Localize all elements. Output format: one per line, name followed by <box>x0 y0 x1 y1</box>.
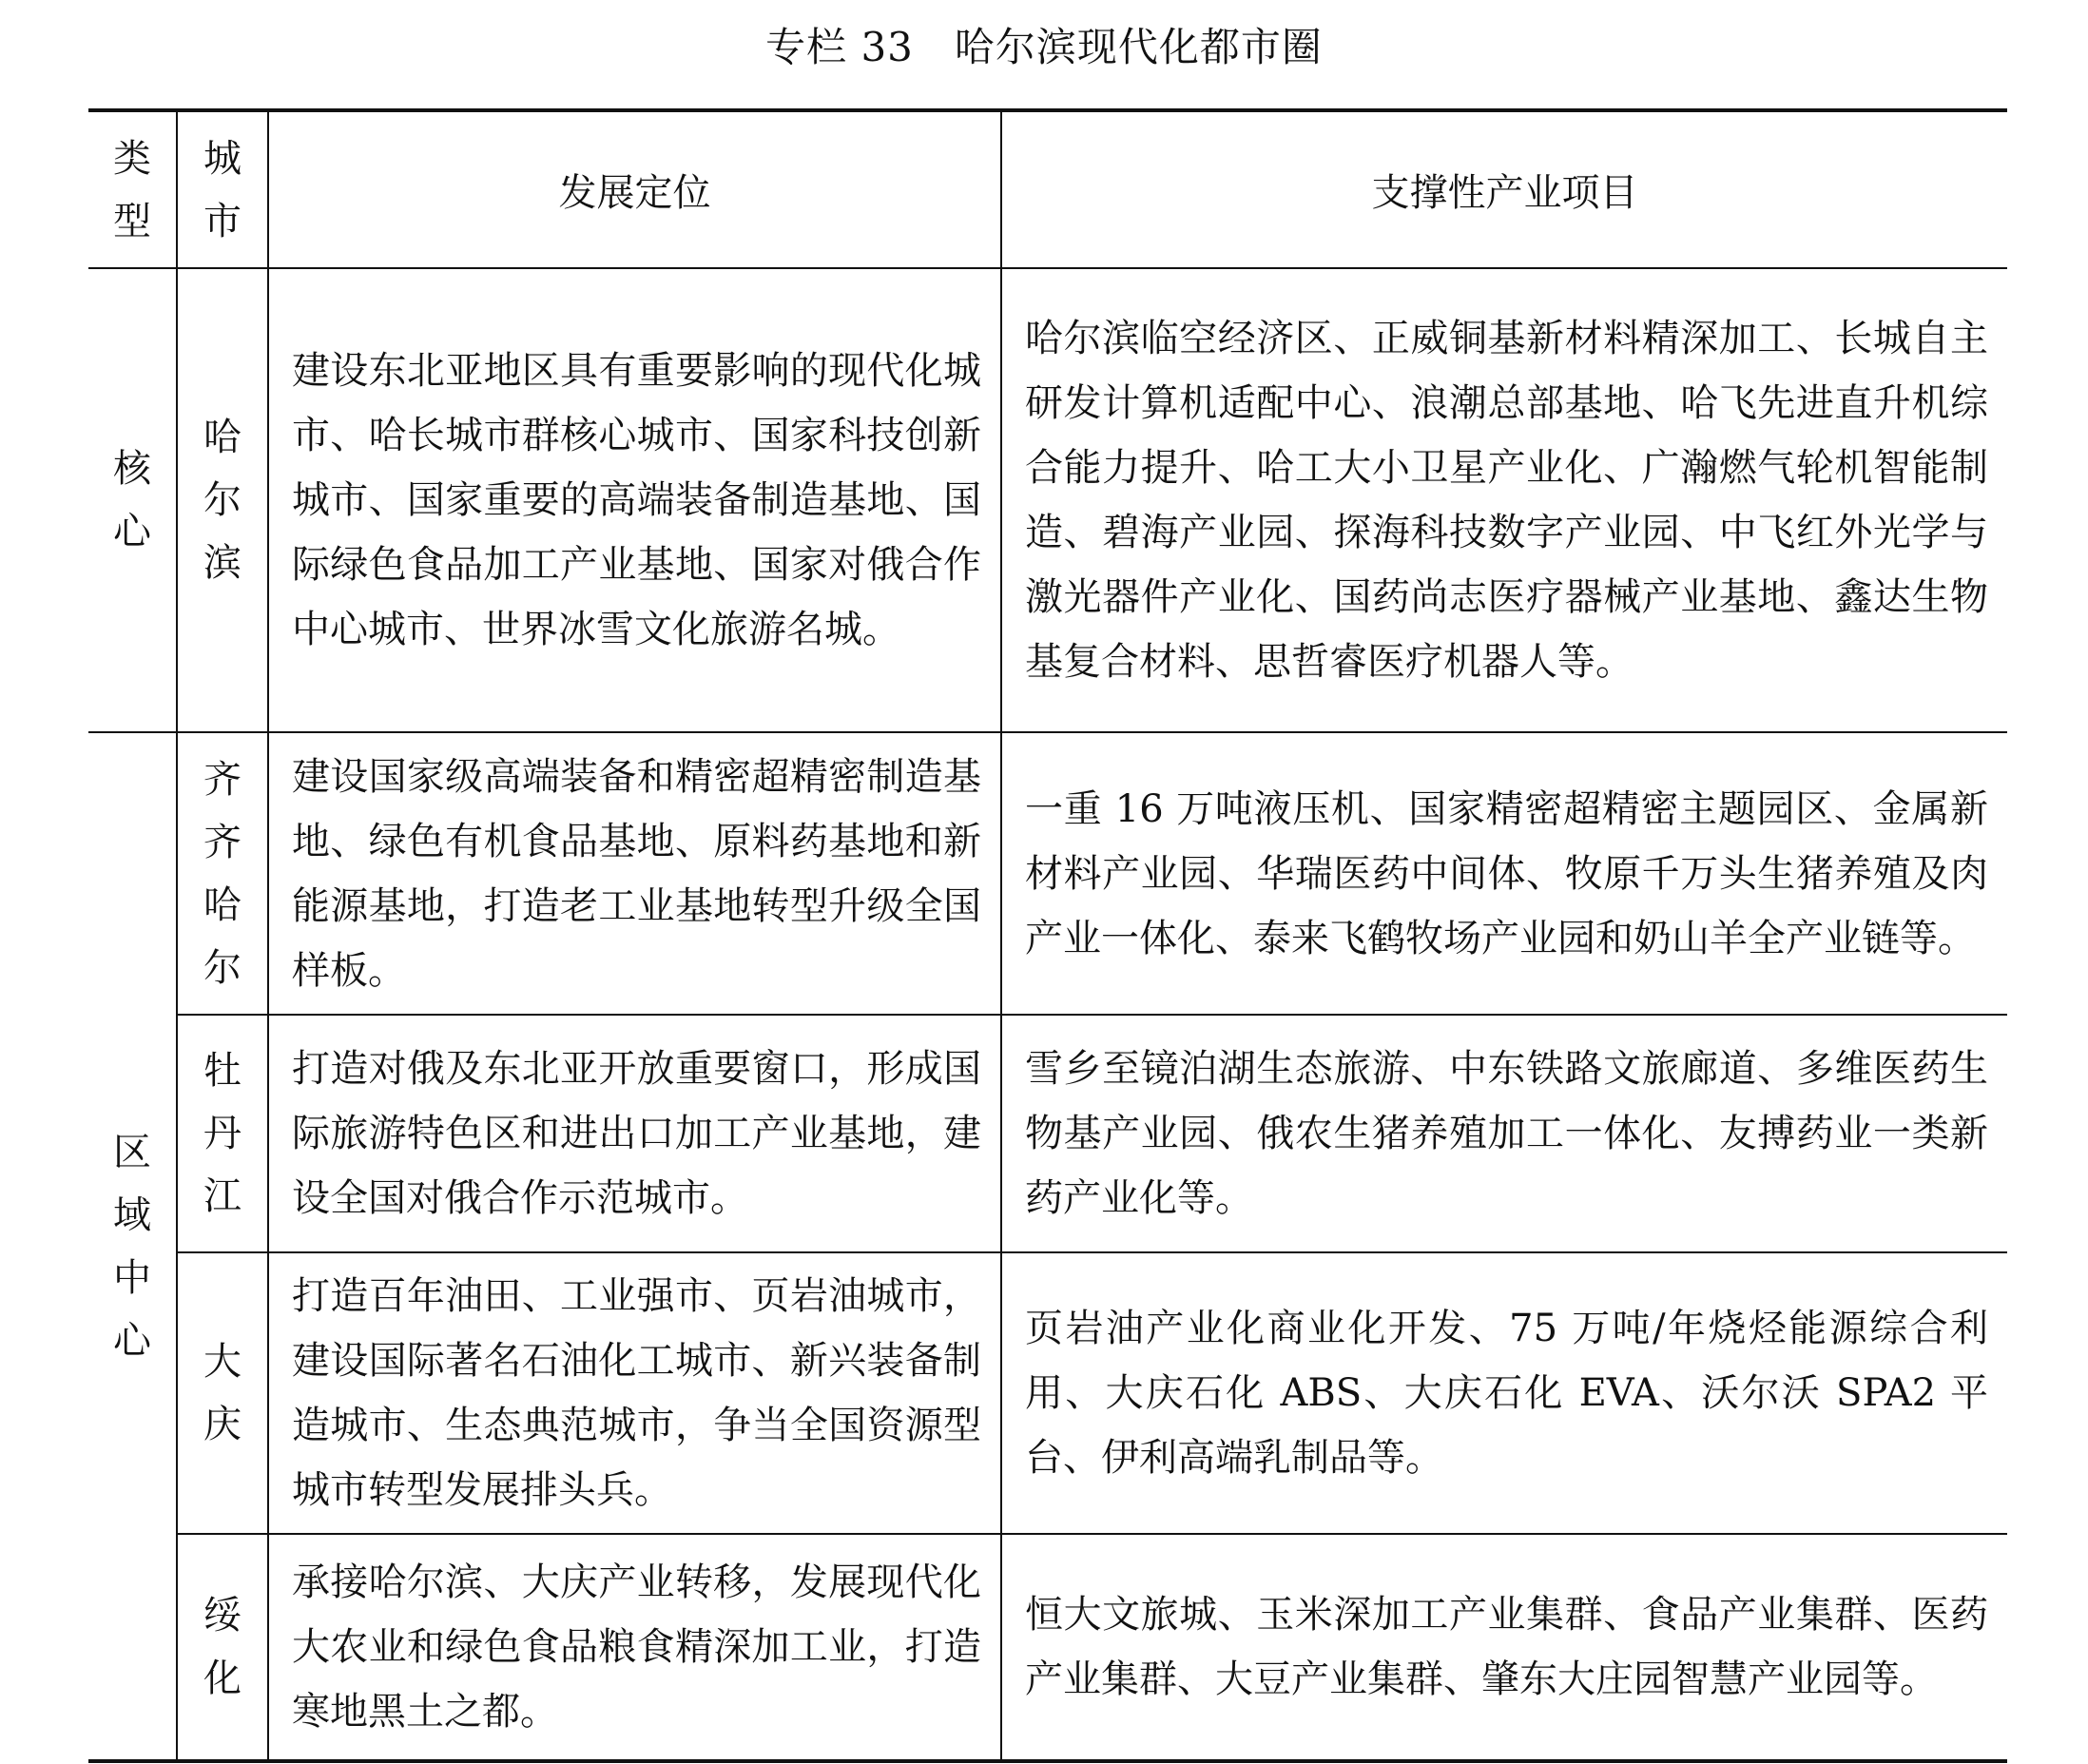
table-row <box>88 1534 2007 1761</box>
header-type: 类 型 <box>88 110 177 268</box>
positioning-cell-harbin: 建设东北亚地区具有重要影响的现代化城市、哈长城市群核心城市、国家科技创新城市、国家重要的高端装备制造基地、国际绿色食品加工产业基地、国家对俄合作中心城市、世界冰雪文化旅游名城。 <box>268 268 1001 732</box>
header-city: 城 市 <box>177 110 268 268</box>
projects-cell-harbin: 哈尔滨临空经济区、正威铜基新材料精深加工、长城自主研发计算机适配中心、浪潮总部基地、哈飞先进直升机综合能力提升、哈工大小卫星产业化、广瀚燃气轮机智能制造、碧海产业园、探海科技数字产业园、中飞红外光学与激光器件产业化、国药尚志医疗器械产业基地、鑫达生物基复合材料、思哲睿医疗机器人等。 <box>1001 268 2007 732</box>
page-title: 专栏 33 哈尔滨现代化都市圈 <box>765 24 1323 70</box>
header-positioning: 发展定位 <box>268 110 1001 268</box>
table-row <box>88 1252 2007 1534</box>
metro-area-table <box>88 108 2007 1763</box>
projects-cell-qiqihar: 一重 16 万吨液压机、国家精密超精密主题园区、金属新材料产业园、华瑞医药中间体、牧原千万头生猪养殖及肉产业一体化、泰来飞鹤牧场产业园和奶山羊全产业链等。 <box>1001 732 2007 1015</box>
city-cell-qiqihar: 齐 齐 哈 尔 <box>177 732 268 1015</box>
city-cell-suihua: 绥 化 <box>177 1534 268 1761</box>
positioning-cell-suihua: 承接哈尔滨、大庆产业转移，发展现代化大农业和绿色食品粮食精深加工业，打造寒地黑土之都。 <box>268 1534 1001 1761</box>
type-cell-regional-center: 区 域 中 心 <box>88 732 177 1761</box>
projects-cell-daqing: 页岩油产业化商业化开发、75 万吨/年烧烃能源综合利用、大庆石化 ABS、大庆石化 EVA、沃尔沃 SPA2 平台、伊利高端乳制品等。 <box>1001 1252 2007 1534</box>
type-cell-core: 核 心 <box>88 268 177 732</box>
table-header-row <box>88 110 2007 268</box>
projects-cell-suihua: 恒大文旅城、玉米深加工产业集群、食品产业集群、医药产业集群、大豆产业集群、肇东大庄园智慧产业园等。 <box>1001 1534 2007 1761</box>
table-row <box>88 268 2007 732</box>
city-cell-harbin: 哈 尔 滨 <box>177 268 268 732</box>
projects-cell-mudanjiang: 雪乡至镜泊湖生态旅游、中东铁路文旅廊道、多维医药生物基产业园、俄农生猪养殖加工一体化、友搏药业一类新药产业化等。 <box>1001 1015 2007 1252</box>
table-row <box>88 1015 2007 1252</box>
positioning-cell-mudanjiang: 打造对俄及东北亚开放重要窗口，形成国际旅游特色区和进出口加工产业基地，建设全国对俄合作示范城市。 <box>268 1015 1001 1252</box>
positioning-cell-qiqihar: 建设国家级高端装备和精密超精密制造基地、绿色有机食品基地、原料药基地和新能源基地，打造老工业基地转型升级全国样板。 <box>268 732 1001 1015</box>
positioning-cell-daqing: 打造百年油田、工业强市、页岩油城市，建设国际著名石油化工城市、新兴装备制造城市、生态典范城市，争当全国资源型城市转型发展排头兵。 <box>268 1252 1001 1534</box>
header-projects: 支撑性产业项目 <box>1001 110 2007 268</box>
city-cell-mudanjiang: 牡 丹 江 <box>177 1015 268 1252</box>
table-row <box>88 732 2007 1015</box>
city-cell-daqing: 大 庆 <box>177 1252 268 1534</box>
